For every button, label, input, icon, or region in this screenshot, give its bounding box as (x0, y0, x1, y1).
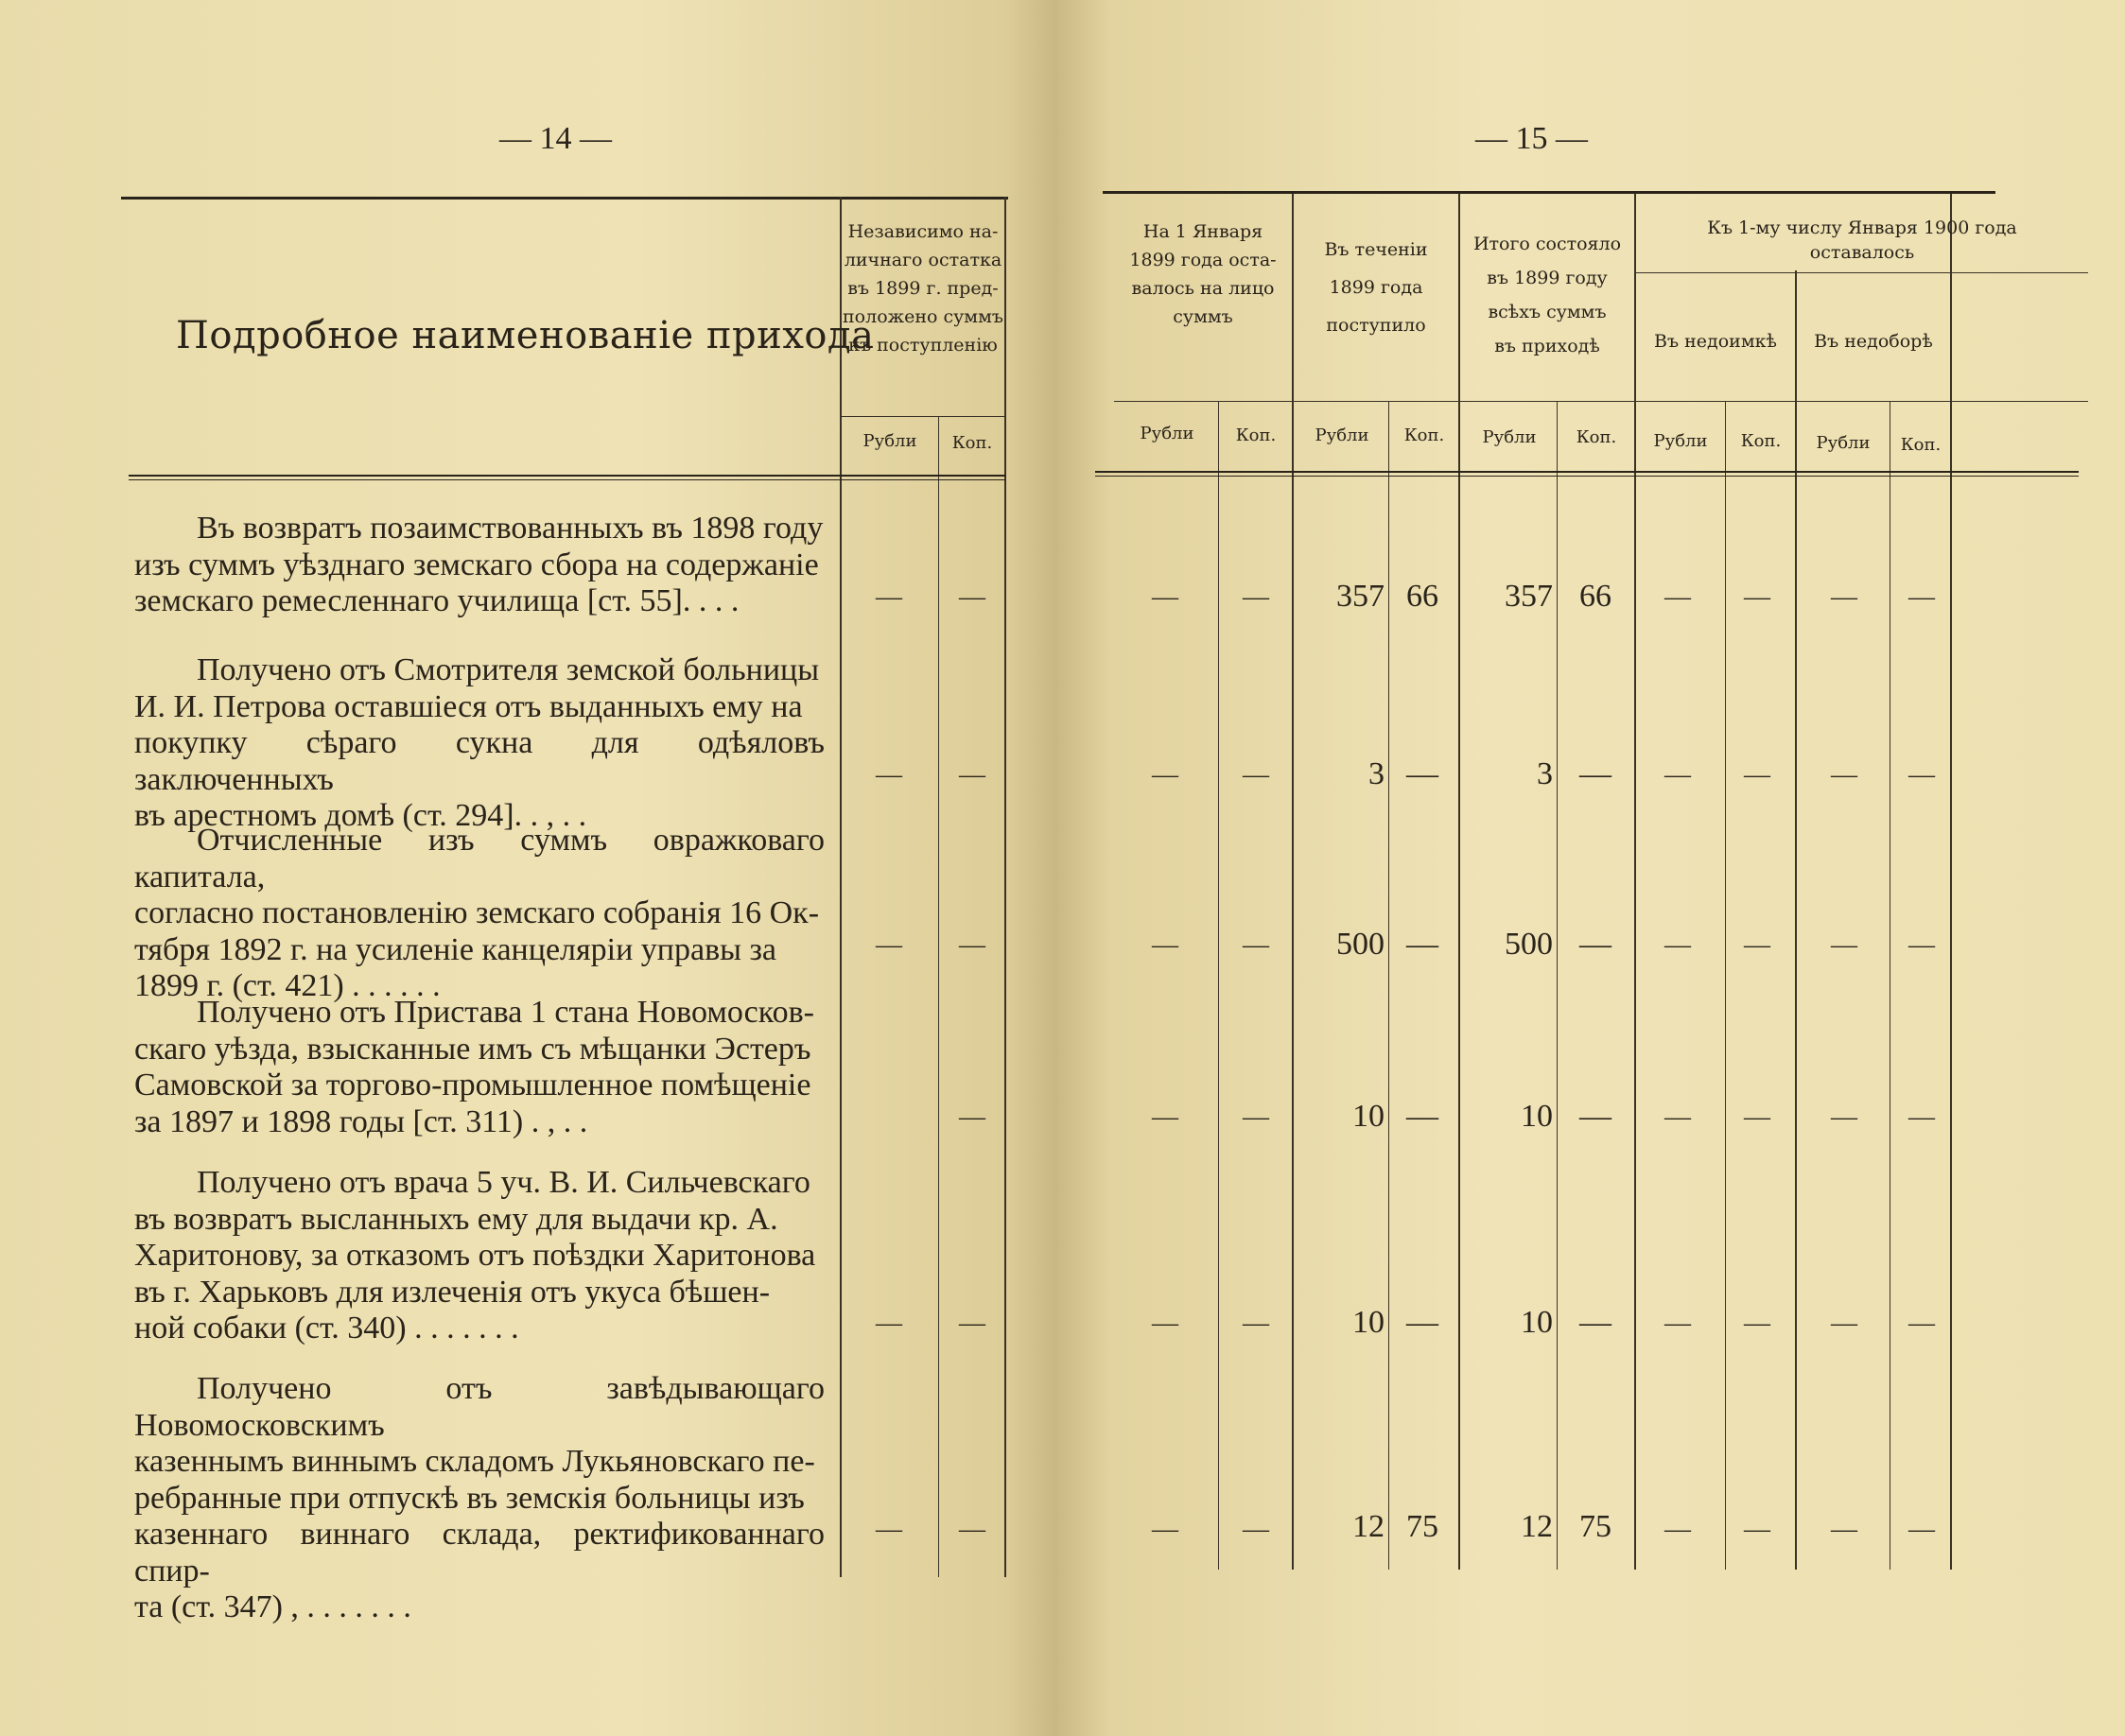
dash: — (1152, 1309, 1178, 1338)
header-column: На 1 Января 1899 года оста- валось на лицо суммъ (1129, 221, 1277, 327)
amount-kopecks: — (1579, 756, 1611, 791)
dash: — (1744, 582, 1770, 612)
amount-rubles: 10 (1352, 1305, 1385, 1340)
dash: — (1243, 930, 1269, 960)
column-divider (938, 416, 939, 1577)
column-divider (1388, 401, 1389, 1570)
page-number: — 15 — (1475, 121, 1588, 156)
left-page (0, 0, 1057, 1736)
amount-kopecks: — (1579, 1099, 1611, 1134)
column-divider (1557, 401, 1558, 1570)
top-rule (1103, 191, 1995, 194)
amount-rubles: 10 (1352, 1099, 1385, 1134)
amount-rubles: 500 (1336, 927, 1385, 962)
header-column: Въ теченіи 1899 года поступило (1324, 239, 1428, 336)
dash: — (1243, 582, 1269, 612)
header-column: Итого состояло въ 1899 году всѣхъ суммъ въ приходѣ (1472, 234, 1622, 356)
dash: — (1152, 1515, 1178, 1544)
dash: — (1831, 1515, 1857, 1544)
amount-rubles: 3 (1537, 756, 1553, 791)
dash: — (1664, 1515, 1691, 1544)
unit-kopecks: Коп. (1235, 425, 1277, 445)
dash: — (1744, 1102, 1770, 1132)
amount-kopecks: 66 (1579, 579, 1611, 614)
dash: — (876, 930, 902, 960)
dash: — (1152, 760, 1178, 790)
dash: — (1243, 1102, 1269, 1132)
unit-kopecks: Коп. (1576, 427, 1617, 447)
dash: — (959, 930, 985, 960)
dash: — (1908, 930, 1935, 960)
dash: — (959, 1309, 985, 1338)
dash: — (1664, 1309, 1691, 1338)
unit-rubles: Рубли (862, 431, 917, 451)
header-bottom-rule (129, 479, 1006, 480)
unit-rubles: Рубли (1816, 433, 1871, 453)
amount-kopecks: — (1406, 1305, 1438, 1340)
header-bottom-rule (1095, 476, 2079, 477)
column-divider (840, 197, 842, 1577)
unit-kopecks: Коп. (951, 433, 993, 453)
dash: — (1243, 1309, 1269, 1338)
dash: — (876, 760, 902, 790)
amount-kopecks: — (1406, 756, 1438, 791)
dash: — (1744, 760, 1770, 790)
page-number: — 14 — (499, 121, 612, 156)
dash: — (1908, 760, 1935, 790)
amount-kopecks: 75 (1406, 1509, 1438, 1544)
dash: — (959, 1515, 985, 1544)
amount-rubles: 357 (1336, 579, 1385, 614)
dash: — (1243, 760, 1269, 790)
dash: — (876, 1309, 902, 1338)
amount-kopecks: 66 (1406, 579, 1438, 614)
entry-text: Отчисленные изъ суммъ овражковаго капитала, согласно постановленію земскаго собранія 16 Ок- тября 1892 г. на усиленіе канцеляріи управы за 1899 г. (ст. 421) . . . . . . (134, 823, 825, 1003)
dash: — (1908, 1515, 1935, 1544)
entry-text: Получено отъ Пристава 1 стана Новомосков- скаго уѣзда, взысканные имъ съ мѣщанки Эстеръ Самовской за торгово-промышленное помѣщеніе за 1897 и 1898 годы [ст. 311) . , . . (134, 995, 814, 1139)
amount-rubles: 12 (1521, 1509, 1553, 1544)
column-divider (1795, 270, 1797, 1570)
header-rule (1114, 401, 2088, 402)
dash: — (1908, 582, 1935, 612)
amount-rubles: 500 (1505, 927, 1553, 962)
amount-kopecks: — (1406, 927, 1438, 962)
unit-kopecks: Коп. (1403, 425, 1445, 445)
dash: — (876, 1515, 902, 1544)
unit-kopecks: Коп. (1900, 435, 1942, 455)
dash: — (1908, 1309, 1935, 1338)
amount-kopecks: — (1579, 1305, 1611, 1340)
amount-rubles: 3 (1368, 756, 1385, 791)
unit-rubles: Рубли (1315, 425, 1369, 445)
dash: — (1152, 930, 1178, 960)
dash: — (1664, 582, 1691, 612)
unit-rubles: Рубли (1482, 427, 1537, 447)
header-column: Независимо на- личнаго остатка въ 1899 г. пред- положено суммъ къ поступленію (843, 221, 1003, 356)
header-rule (1634, 272, 2088, 273)
unit-kopecks: Коп. (1740, 431, 1782, 451)
dash: — (1744, 1309, 1770, 1338)
header-bottom-rule (129, 475, 1006, 477)
column-divider (1218, 401, 1219, 1570)
right-page (1057, 0, 2125, 1736)
entry-text: Въ возвратъ позаимствованныхъ въ 1898 году изъ суммъ уѣзднаго земскаго сбора на содержаніе земскаго ремесленнаго училища [ст. 55]. . . . (134, 511, 824, 618)
amount-kopecks: 75 (1579, 1509, 1611, 1544)
dash: — (1831, 1309, 1857, 1338)
dash: — (959, 1102, 985, 1132)
unit-rubles: Рубли (1653, 431, 1708, 451)
amount-rubles: 12 (1352, 1509, 1385, 1544)
column-divider (1725, 401, 1726, 1570)
dash: — (1664, 930, 1691, 960)
dash: — (1831, 582, 1857, 612)
amount-kopecks: — (1579, 927, 1611, 962)
amount-rubles: 357 (1505, 579, 1553, 614)
entry-text: Получено отъ врача 5 уч. В. И. Сильчевскаго въ возвратъ высланныхъ ему для выдачи кр. А. Харитонову, за отказомъ отъ поѣздки Харитонова въ г. Харьковъ для излеченія отъ укуса бѣшен- ной собаки (ст. 340) . . . . . . . (134, 1165, 816, 1345)
header-title: Подробное наименованіе прихода (176, 314, 875, 357)
dash: — (1744, 930, 1770, 960)
header-column: Въ недоборѣ (1814, 331, 1933, 352)
amount-rubles: 10 (1521, 1099, 1553, 1134)
dash: — (959, 760, 985, 790)
dash: — (1831, 1102, 1857, 1132)
header-column: Въ недоимкѣ (1654, 331, 1777, 352)
entry-text: Получено отъ Смотрителя земской больницы И. И. Петрова оставшіеся отъ выданныхъ ему на покупку сѣраго сукна для одѣяловъ заключенныхъ въ арестномъ домѣ (ст. 294]. . , . . (134, 652, 825, 833)
header-rule (840, 416, 1006, 417)
dash: — (1664, 1102, 1691, 1132)
header-column: Къ 1-му числу Января 1900 года оставалось (1707, 217, 2017, 263)
dash: — (1664, 760, 1691, 790)
top-rule (121, 197, 1008, 200)
dash: — (1831, 930, 1857, 960)
amount-rubles: 10 (1521, 1305, 1553, 1340)
entry-text: Получено отъ завѣдывающаго Новомосковскимъ казеннымъ виннымъ складомъ Лукьяновскаго пе- ребранные при отпускѣ въ земскія больницы изъ казеннаго виннаго склада, ректификованнаго спир- та (ст. 347) , . . . . . . . (134, 1371, 825, 1624)
dash: — (1744, 1515, 1770, 1544)
dash: — (959, 582, 985, 612)
dash: — (1908, 1102, 1935, 1132)
dash: — (1831, 760, 1857, 790)
dash: — (1152, 582, 1178, 612)
unit-rubles: Рубли (1140, 424, 1194, 443)
header-bottom-rule (1095, 471, 2079, 473)
dash: — (876, 582, 902, 612)
dash: — (1152, 1102, 1178, 1132)
column-divider (1004, 197, 1006, 1577)
dash: — (1243, 1515, 1269, 1544)
amount-kopecks: — (1406, 1099, 1438, 1134)
